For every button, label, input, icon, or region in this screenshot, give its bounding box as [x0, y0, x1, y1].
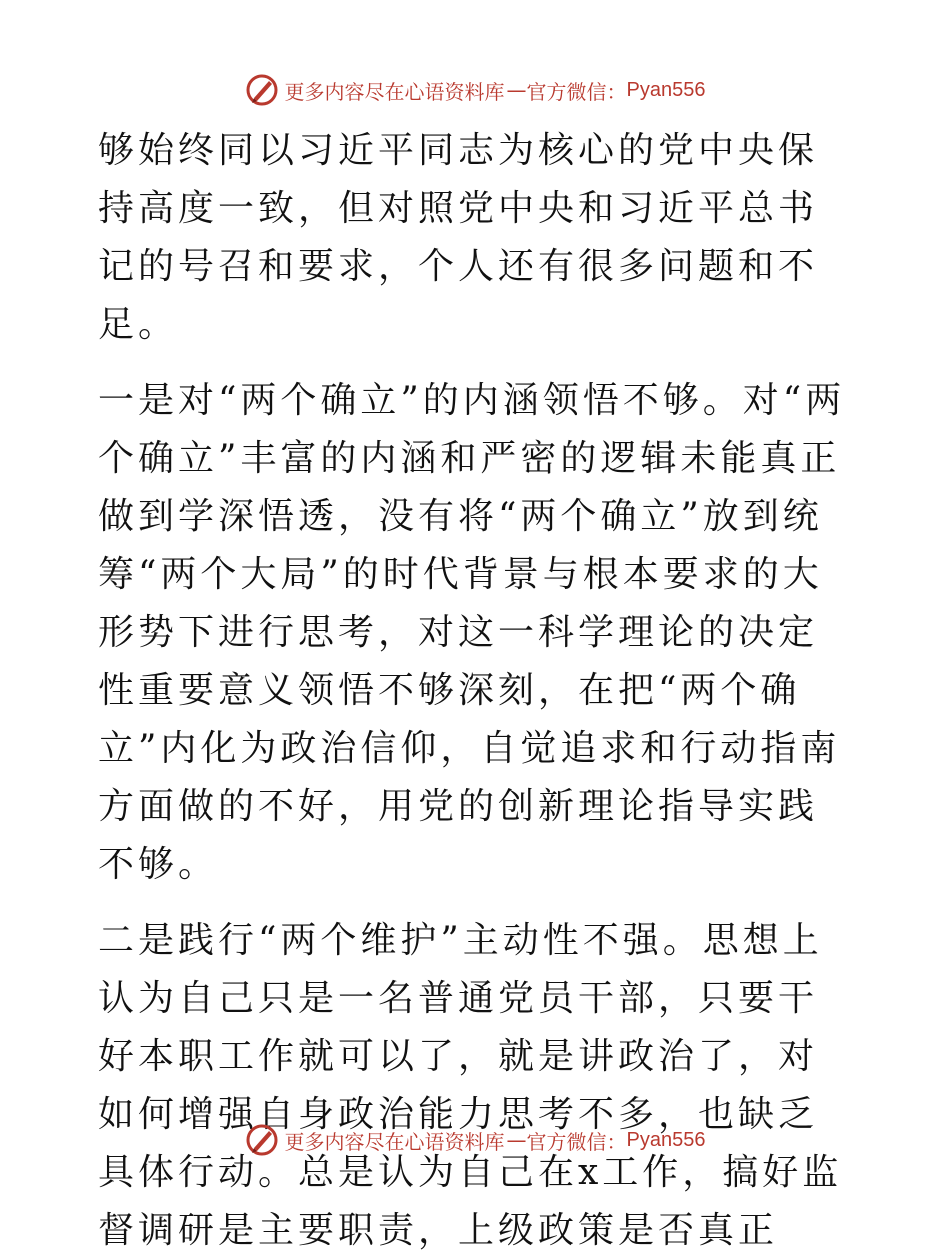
watermark-dash: — — [506, 1128, 525, 1152]
watermark-text: 更多内容尽在心语资料库 — [284, 1129, 505, 1154]
pen-logo-icon — [245, 73, 279, 107]
paragraph-3: 二是践行“两个维护”主动性不强。思想上认为自己只是一名普通党员干部，只要干好本职工作就可以了，就是讲政治了，对如何增强自身政治能力思考不多，也缺乏具体行动。总是认为自己在x工作，搞好监督调研是主要职责，上级政策是否真正 — [98, 920, 843, 1251]
watermark-dash: — — [506, 78, 525, 102]
pen-logo-icon — [245, 1123, 279, 1157]
paragraph-1: 够始终同以习近平同志为核心的党中央保持高度一致，但对照党中央和习近平总书记的号召和要求，个人还有很多问题和不足。 — [98, 130, 819, 345]
watermark-suffix: 官方微信： — [526, 79, 627, 104]
watermark-handle: Pyan556 — [626, 78, 706, 101]
watermark-handle: Pyan556 — [626, 1128, 706, 1151]
watermark-text: 更多内容尽在心语资料库 — [284, 79, 505, 104]
document-body — [98, 122, 850, 1260]
watermark-footer — [0, 1120, 950, 1160]
watermark-header — [0, 70, 950, 110]
watermark-suffix: 官方微信： — [526, 1129, 627, 1154]
paragraph-2: 一是对“两个确立”的内涵领悟不够。对“两个确立”丰富的内涵和严密的逻辑未能真正做到学深悟透，没有将“两个确立”放到统筹“两个大局”的时代背景与根本要求的大形势下进行思考，对这一科学理论的决定性重要意义领悟不够深刻，在把“两个确立”内化为政治信仰，自觉追求和行动指南方面做的不好，用党的创新理论指导实践不够。 — [98, 380, 846, 885]
